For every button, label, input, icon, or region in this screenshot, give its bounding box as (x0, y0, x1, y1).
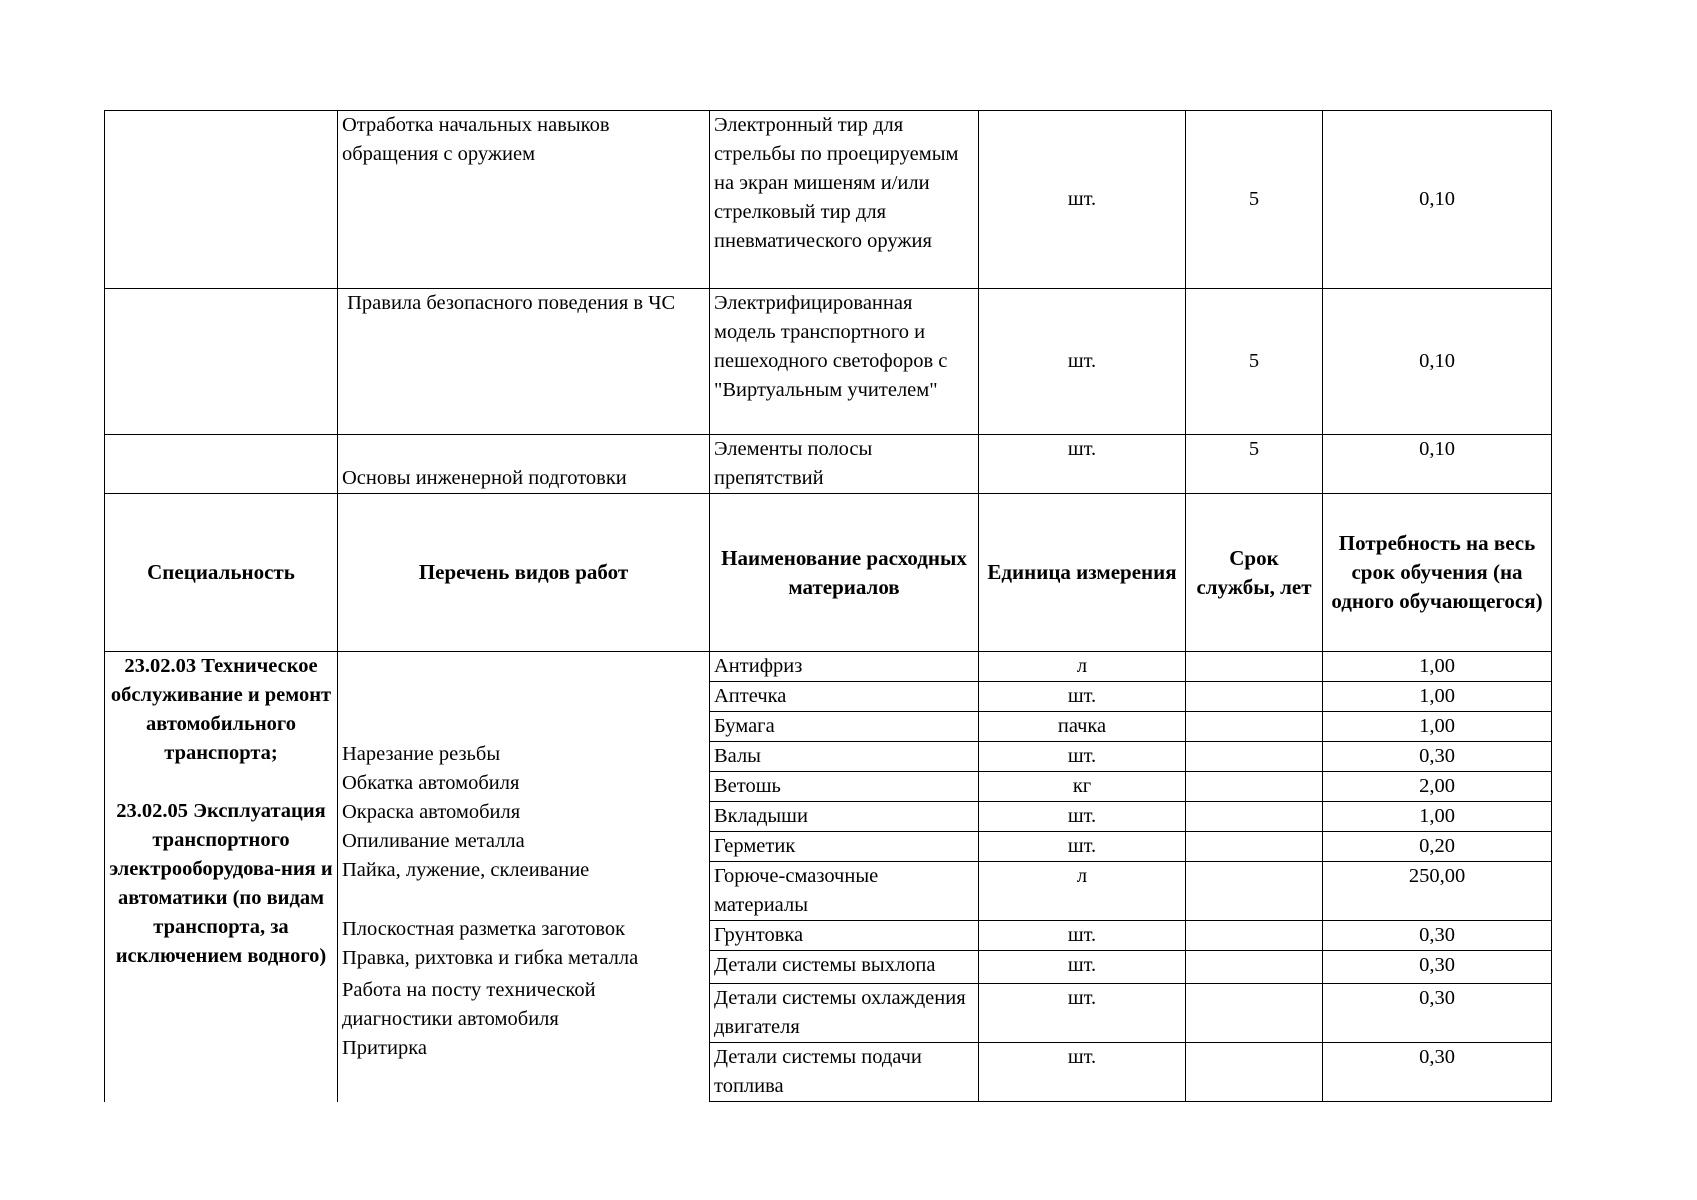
header-works: Перечень видов работ (338, 494, 710, 652)
table-row (105, 111, 1552, 289)
material-unit: л (979, 652, 1186, 682)
list-item: Притирка (342, 1037, 427, 1059)
work-cell: Основы инженерной подготовки (338, 435, 710, 494)
material-life (1186, 951, 1323, 984)
material-need: 250,00 (1323, 862, 1552, 921)
material-name: Вкладыши (710, 802, 979, 832)
table-row (105, 435, 1552, 494)
specialty-cell (105, 435, 338, 494)
material-unit: шт. (979, 682, 1186, 712)
material-unit: пачка (979, 712, 1186, 742)
material-need: 0,30 (1323, 742, 1552, 772)
need-cell: 0,10 (1323, 111, 1552, 289)
item-cell: Электронный тир для стрельбы по проецируемым на экран мишеням и/или стрелковый тир для пневматического оружия (710, 111, 979, 289)
work-cell: Правила безопасного поведения в ЧС (338, 289, 710, 435)
header-need: Потребность на весь срок обучения (на одного обучающегося) (1323, 494, 1552, 652)
header-specialty: Специальность (105, 494, 338, 652)
specialty-cell (105, 289, 338, 435)
material-need: 1,00 (1323, 682, 1552, 712)
material-name: Антифриз (710, 652, 979, 682)
material-need: 1,00 (1323, 652, 1552, 682)
material-name: Грунтовка (710, 921, 979, 951)
material-name: Детали системы выхлопа (710, 951, 979, 984)
material-need: 0,30 (1323, 984, 1552, 1043)
list-item: Пайка, лужение, склеивание (342, 859, 590, 881)
table-row (105, 652, 1552, 682)
material-name: Горюче-смазочные материалы (710, 862, 979, 921)
material-unit: кг (979, 772, 1186, 802)
material-need: 0,20 (1323, 832, 1552, 862)
material-life (1186, 984, 1323, 1043)
material-unit: шт. (979, 1043, 1186, 1102)
specialty-list (105, 652, 338, 1102)
material-life (1186, 772, 1323, 802)
material-life (1186, 802, 1323, 832)
material-name: Детали системы охлаждения двигателя (710, 984, 979, 1043)
header-life: Срок службы, лет (1186, 494, 1323, 652)
list-item: Окраска автомобиля (342, 801, 521, 823)
table-row (105, 289, 1552, 435)
material-life (1186, 832, 1323, 862)
material-name: Герметик (710, 832, 979, 862)
material-life (1186, 921, 1323, 951)
material-need: 0,30 (1323, 951, 1552, 984)
material-life (1186, 652, 1323, 682)
list-item: Обкатка автомобиля (342, 772, 520, 794)
unit-cell: шт. (979, 289, 1186, 435)
material-life (1186, 1043, 1323, 1102)
material-unit: шт. (979, 921, 1186, 951)
specialty-2: 23.02.05 Эксплуатация транспортного электрооборудова-ния и автоматики (по видам транспорта, за исключением водного) (109, 800, 333, 967)
list-item: Опиливание металла (342, 830, 525, 852)
material-unit: л (979, 862, 1186, 921)
material-unit: шт. (979, 802, 1186, 832)
material-name: Детали системы подачи топлива (710, 1043, 979, 1102)
equipment-table (104, 110, 1552, 1102)
material-need: 1,00 (1323, 802, 1552, 832)
table-header-row (105, 494, 1552, 652)
life-cell: 5 (1186, 435, 1323, 494)
work-cell: Отработка начальных навыков обращения с оружием (338, 111, 710, 289)
list-item: Нарезание резьбы (342, 743, 501, 765)
material-unit: шт. (979, 951, 1186, 984)
list-item: Правка, рихтовка и гибка металла (342, 947, 639, 969)
item-cell: Элементы полосы препятствий (710, 435, 979, 494)
material-life (1186, 862, 1323, 921)
list-item: Плоскостная разметка заготовок (342, 918, 626, 940)
material-name: Ветошь (710, 772, 979, 802)
material-name: Валы (710, 742, 979, 772)
works-list (338, 652, 710, 1102)
life-cell: 5 (1186, 111, 1323, 289)
specialty-cell (105, 111, 338, 289)
material-unit: шт. (979, 984, 1186, 1043)
material-unit: шт. (979, 832, 1186, 862)
material-life (1186, 712, 1323, 742)
material-need: 2,00 (1323, 772, 1552, 802)
list-item: Работа на посту технической диагностики автомобиля (342, 979, 596, 1030)
header-materials: Наименование расходных материалов (710, 494, 979, 652)
material-name: Аптечка (710, 682, 979, 712)
life-cell: 5 (1186, 289, 1323, 435)
material-name: Бумага (710, 712, 979, 742)
material-need: 1,00 (1323, 712, 1552, 742)
need-cell: 0,10 (1323, 289, 1552, 435)
item-cell: Электрифицированная модель транспортного и пешеходного светофоров с "Виртуальным учителем" (710, 289, 979, 435)
material-need: 0,30 (1323, 921, 1552, 951)
unit-cell: шт. (979, 111, 1186, 289)
need-cell: 0,10 (1323, 435, 1552, 494)
header-unit: Единица измерения (979, 494, 1186, 652)
unit-cell: шт. (979, 435, 1186, 494)
material-need: 0,30 (1323, 1043, 1552, 1102)
material-life (1186, 742, 1323, 772)
material-life (1186, 682, 1323, 712)
material-unit: шт. (979, 742, 1186, 772)
specialty-1: 23.02.03 Техническое обслуживание и ремонт автомобильного транспорта; (110, 655, 332, 764)
